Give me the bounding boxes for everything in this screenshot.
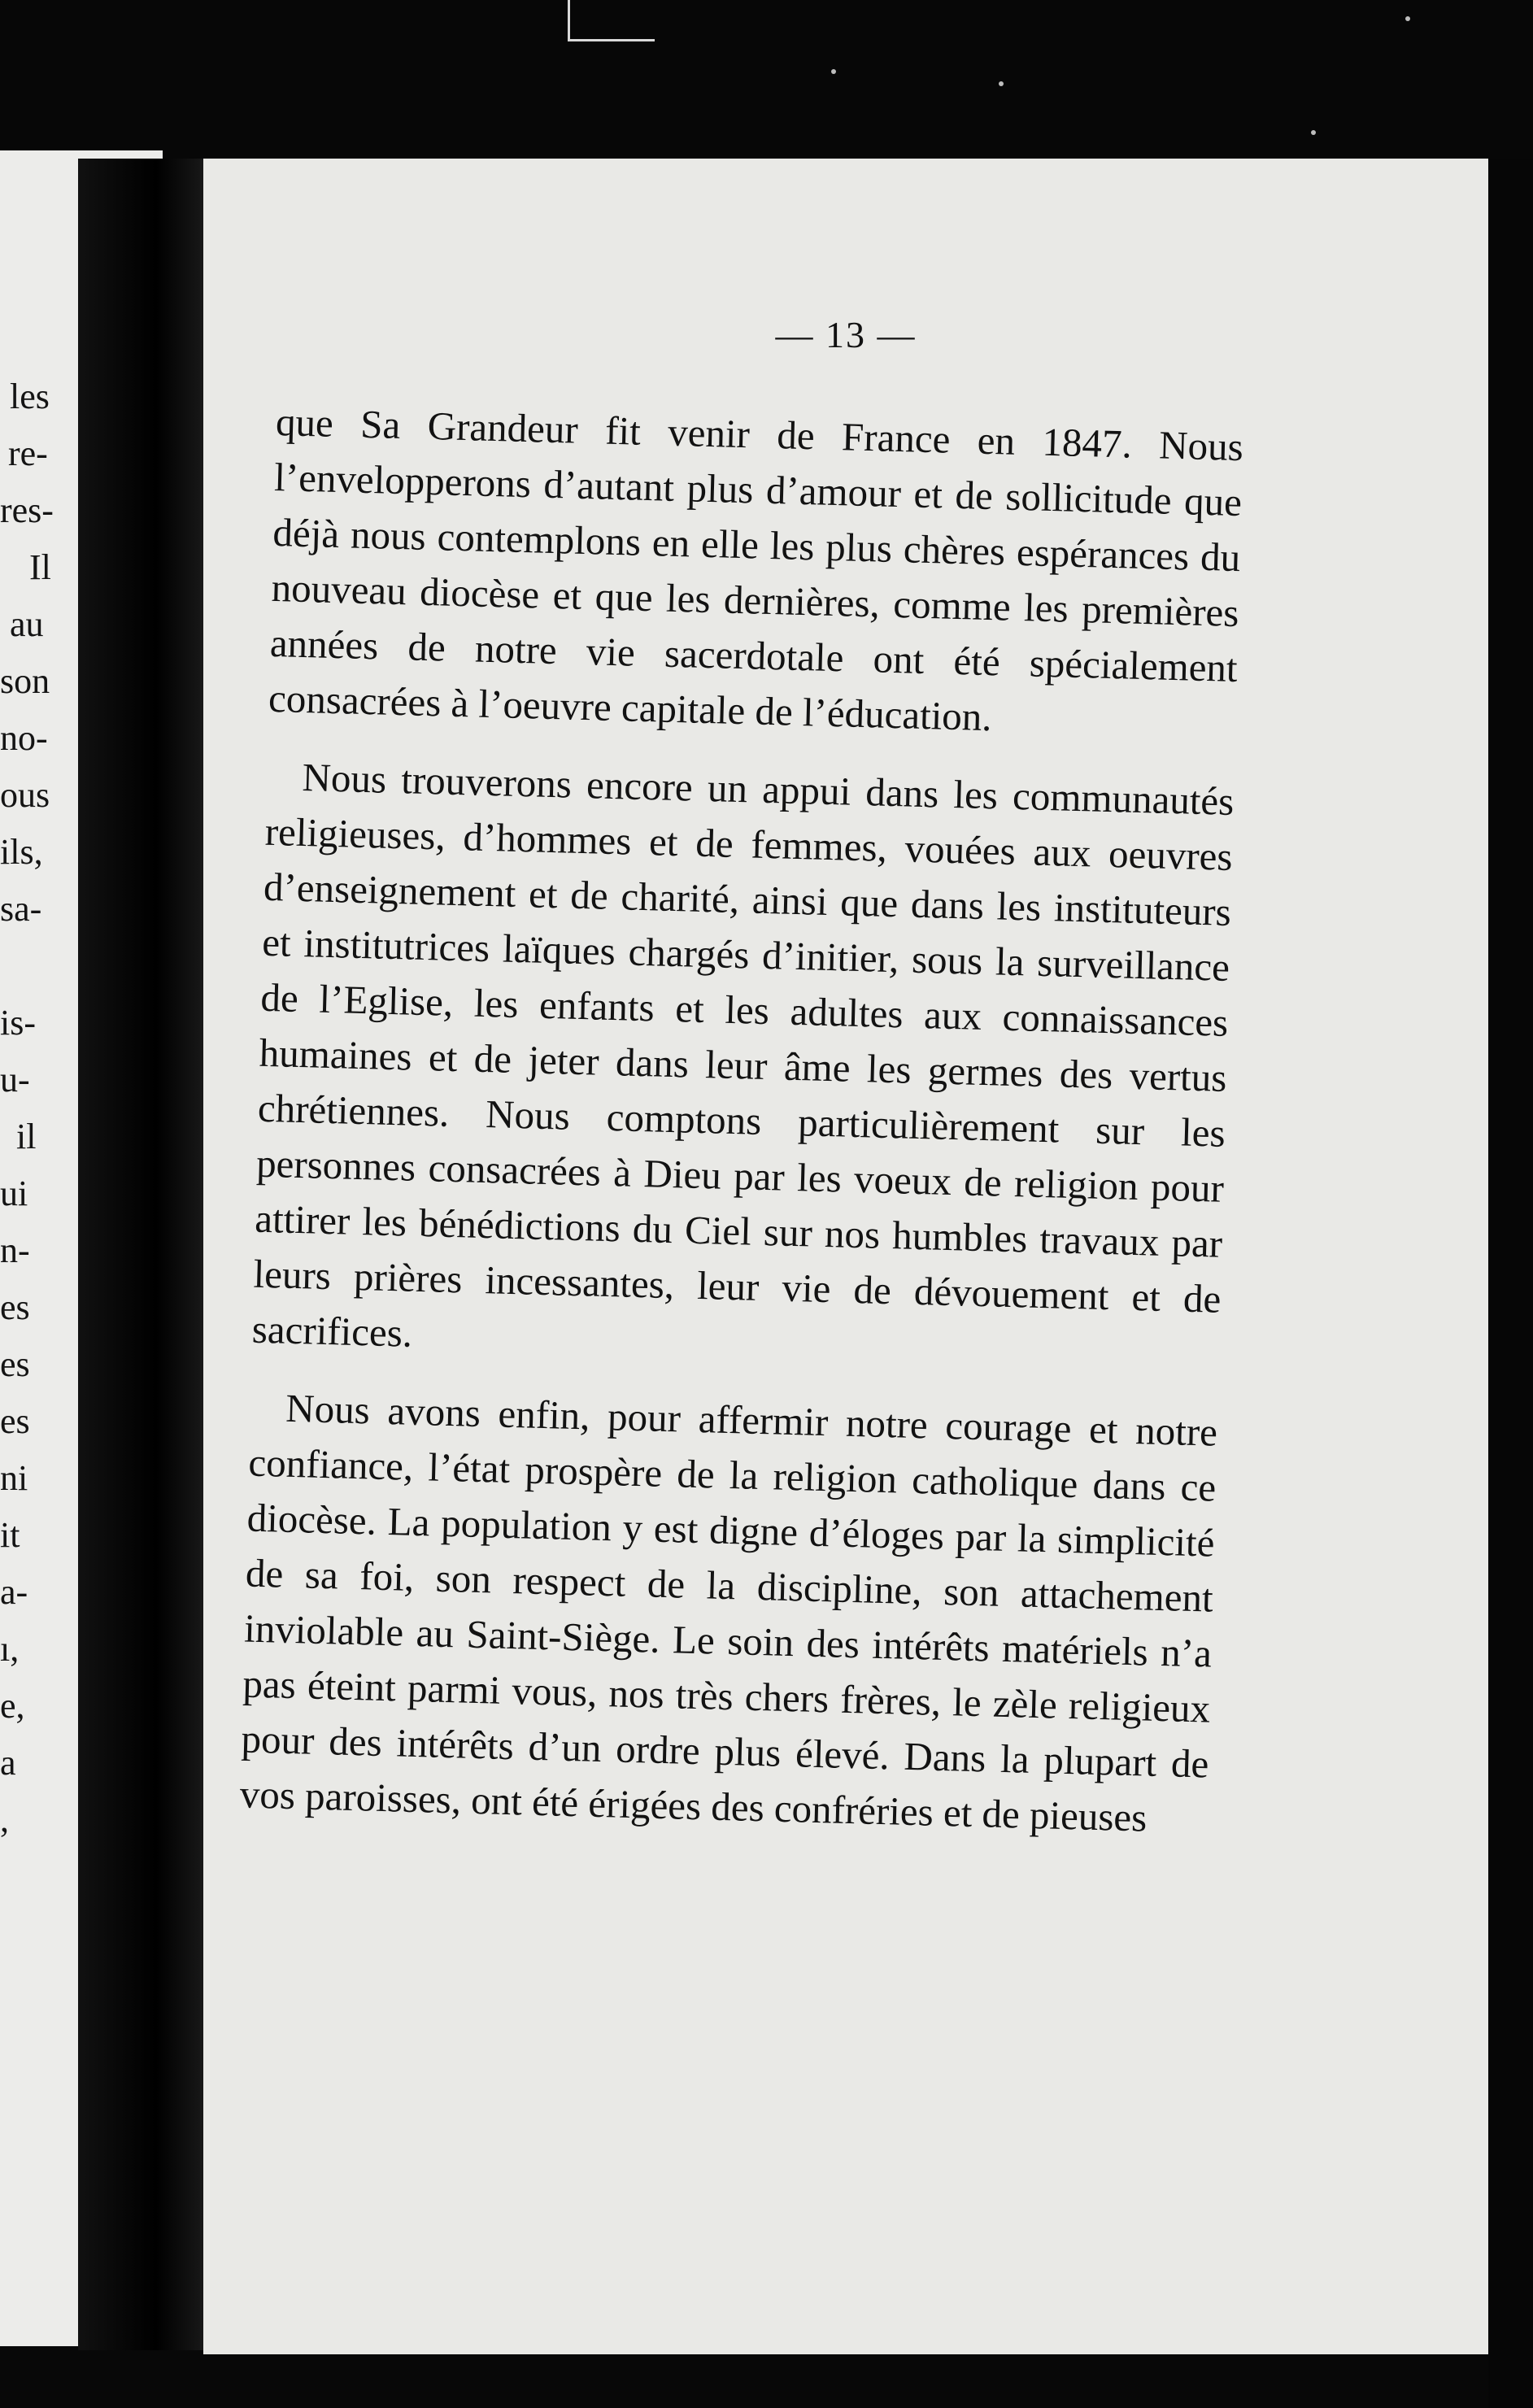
paragraph: Nous avons enfin, pour affermir notre courage et notre confiance, l’état prospère de la religion catholique dans ce diocèse. La population y est digne d’éloges par la simplicité de sa foi, son respect de la discipline, son attachement inviolable au Saint-Siège. Le soin des intérêts matériels n’a pas éteint parmi vous, nos très chers frères, le zèle religieux pour des intérêts d’un ordre plus élevé. Dans la plupart de vos paroisses, ont été érigées des confréries et de pieuses: [239, 1385, 1218, 1840]
dust-speck: [1311, 130, 1316, 135]
left-page-fragment: au: [10, 604, 44, 644]
left-page-fragment: ni: [0, 1458, 28, 1498]
left-page-fragment: ,: [0, 1800, 9, 1840]
film-border-right: [1488, 159, 1533, 2408]
left-page-fragment: res-: [0, 490, 54, 530]
left-page-fragment: u-: [0, 1060, 30, 1099]
left-page-fragment: Il: [29, 547, 51, 587]
left-page-fragment: ui: [0, 1174, 28, 1213]
page-body: [239, 394, 1244, 1848]
film-frame-mark: [568, 0, 655, 41]
left-page-fragment: e,: [0, 1686, 25, 1726]
book-gutter: [78, 159, 208, 2350]
paragraph: que Sa Grandeur fit venir de France en 1847. Nous l’envelopperons d’autant plus d’amour et de sollicitude que déjà nous contemplons en elle les plus chères espérances du nouveau diocèse et que les dernières, comme les premières années de notre vie sacerdotale ont été spécialement consacrées à l’oeuvre capitale de l’éducation.: [268, 398, 1244, 740]
left-page-fragment: es: [0, 1344, 30, 1384]
left-page-fragment: ı,: [0, 1629, 20, 1669]
left-page-fragment: ous: [0, 775, 50, 815]
paragraph: Nous trouverons encore un appui dans les communautés religieuses, d’hommes et de femmes, vouées aux oeuvres d’enseignement et de charité, ainsi que dans les instituteurs et institutrices laïques chargés d’initier, sous la surveillance de l’Eglise, les enfants et les adultes aux connaissances humaines et de jeter dans leur âme les germes des vertus chrétiennes. Nous comptons particulièrement sur les personnes consacrées à Dieu par les voeux de religion pour attirer les bénédictions du Ciel sur nos humbles travaux par leurs prières incessantes, leur vie de dévouement et de sacrifices.: [251, 755, 1235, 1356]
left-page-fragment: es: [0, 1401, 30, 1441]
left-page-fragment: es: [0, 1287, 30, 1327]
film-border-top: [0, 0, 1533, 163]
left-page-fragment: ils,: [0, 832, 43, 872]
dust-speck: [831, 69, 836, 74]
left-page-fragment: sa-: [0, 889, 42, 929]
left-page-fragment: a: [0, 1743, 16, 1783]
left-page-fragment: les: [10, 377, 50, 416]
dust-speck: [1405, 16, 1410, 21]
left-page-fragment: il: [16, 1117, 37, 1156]
page-number: — 13 —: [775, 314, 917, 355]
left-page-fragment: is-: [0, 1003, 36, 1043]
left-page-fragment: son: [0, 661, 50, 701]
book-page: [203, 159, 1488, 2354]
left-page-fragment: n-: [0, 1230, 30, 1270]
left-page-fragment: re-: [8, 433, 48, 473]
left-page-fragment: a-: [0, 1572, 28, 1612]
left-page-fragment: it: [0, 1515, 20, 1555]
left-page-fragment: no-: [0, 718, 48, 758]
dust-speck: [999, 81, 1004, 86]
